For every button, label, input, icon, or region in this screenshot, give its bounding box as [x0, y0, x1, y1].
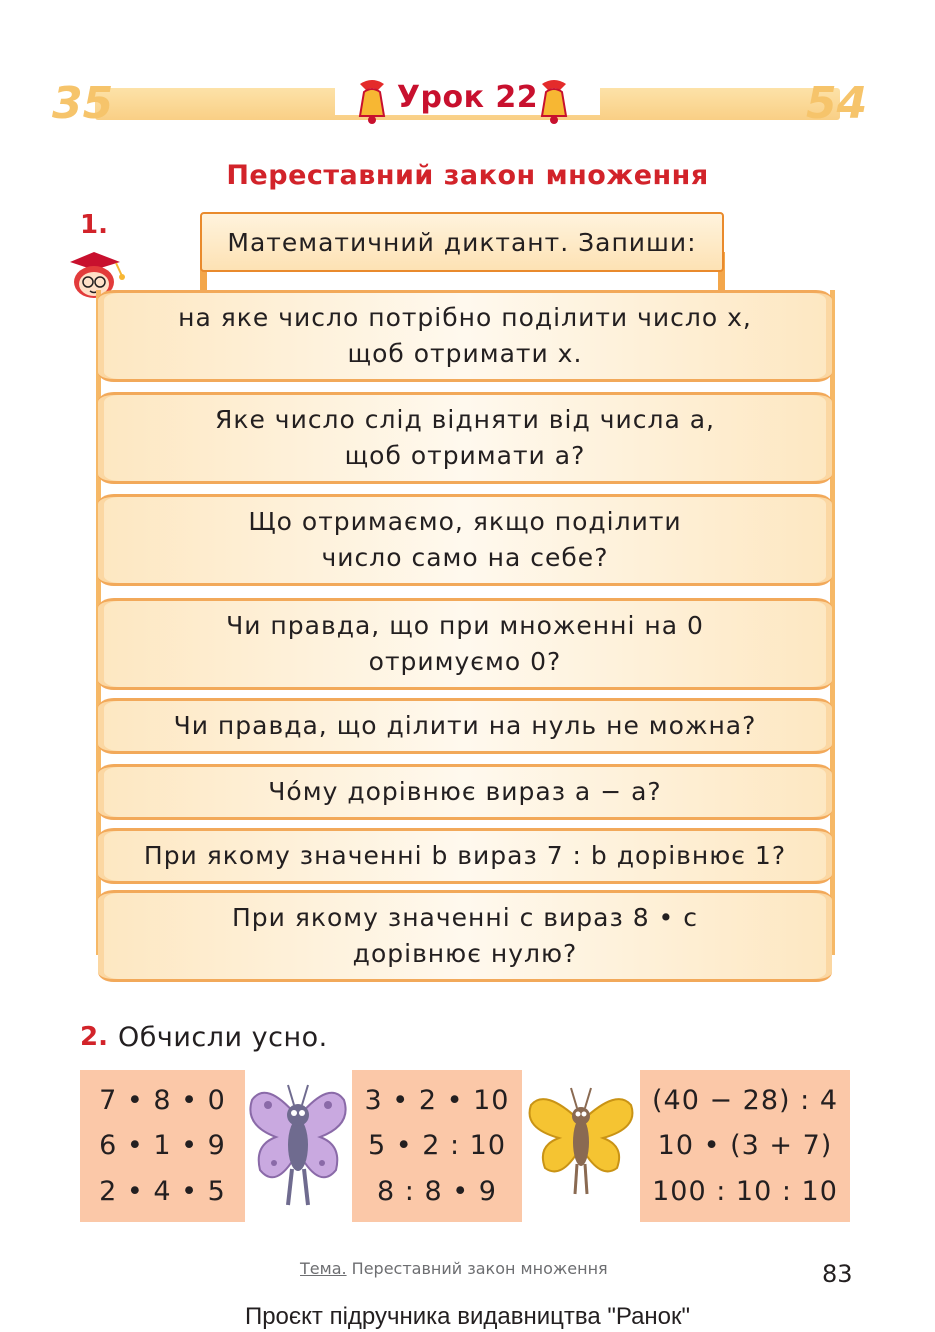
dictation-question	[98, 764, 832, 820]
expression: 5 • 2 : 10	[367, 1130, 507, 1162]
left-number-decoration: 35	[52, 78, 114, 129]
left-bell-icon	[350, 78, 394, 128]
purple-butterfly-icon	[246, 1075, 350, 1215]
dictation-question	[98, 828, 832, 884]
question-line: Що отримаємо, якщо поділити	[248, 507, 682, 536]
dictation-question	[98, 698, 832, 754]
question-line: При якому значенні b вираз 7 : b дорівнює 1?	[143, 841, 787, 870]
question-line: Чо́му дорівнює вираз a − a?	[268, 777, 662, 806]
question-line: на яке число потрібно поділити число x,	[178, 303, 752, 332]
lesson-title: Урок 22	[0, 80, 935, 115]
expression-group-3	[640, 1070, 850, 1222]
question-line: щоб отримати x.	[347, 339, 583, 368]
question-line: Чи правда, що ділити на нуль не можна?	[173, 711, 757, 740]
question-line: отримуємо 0?	[368, 647, 562, 676]
footer-topic	[300, 1259, 608, 1278]
task-1-title: Математичний диктант. Запиши:	[227, 227, 697, 257]
task-1-title-plate	[200, 212, 724, 272]
dictation-question	[98, 290, 832, 382]
question-line: Яке число слід відняти від числа a,	[215, 405, 715, 434]
question-line: При якому значенні c вираз 8 • c	[232, 903, 698, 932]
question-line: дорівнює нулю?	[352, 939, 578, 968]
expression-group-2	[352, 1070, 522, 1222]
publisher-note: Проєкт підручника видавництва "Ранок"	[244, 1303, 691, 1330]
expression: (40 − 28) : 4	[651, 1085, 838, 1117]
dictation-question	[98, 392, 832, 484]
footer-topic-label: Тема.	[300, 1259, 347, 1278]
expression: 7 • 8 • 0	[99, 1085, 226, 1117]
task-2-text: Обчисли усно.	[118, 1022, 328, 1053]
dictation-question	[98, 890, 832, 982]
expression: 6 • 1 • 9	[99, 1130, 226, 1162]
expression: 10 • (3 + 7)	[657, 1130, 833, 1162]
task-2-number: 2.	[80, 1022, 108, 1052]
dictation-question	[98, 494, 832, 586]
question-line: число само на себе?	[321, 543, 609, 572]
right-number-decoration: 54	[806, 78, 868, 129]
lesson-subtitle: Переставний закон множення	[226, 160, 709, 191]
yellow-butterfly-icon	[525, 1080, 637, 1200]
page-number: 83	[822, 1260, 853, 1288]
dictation-question	[98, 598, 832, 690]
right-bell-icon	[532, 78, 576, 128]
question-line: Чи правда, що при множенні на 0	[226, 611, 704, 640]
question-line: щоб отримати a?	[344, 441, 586, 470]
expression: 3 • 2 • 10	[364, 1085, 510, 1117]
task-1-number: 1.	[80, 210, 108, 240]
footer-topic-text: Переставний закон множення	[351, 1259, 608, 1278]
expression: 8 : 8 • 9	[377, 1175, 497, 1207]
expression-group-1	[80, 1070, 245, 1222]
expression: 100 : 10 : 10	[652, 1175, 838, 1207]
expression: 2 • 4 • 5	[99, 1175, 226, 1207]
